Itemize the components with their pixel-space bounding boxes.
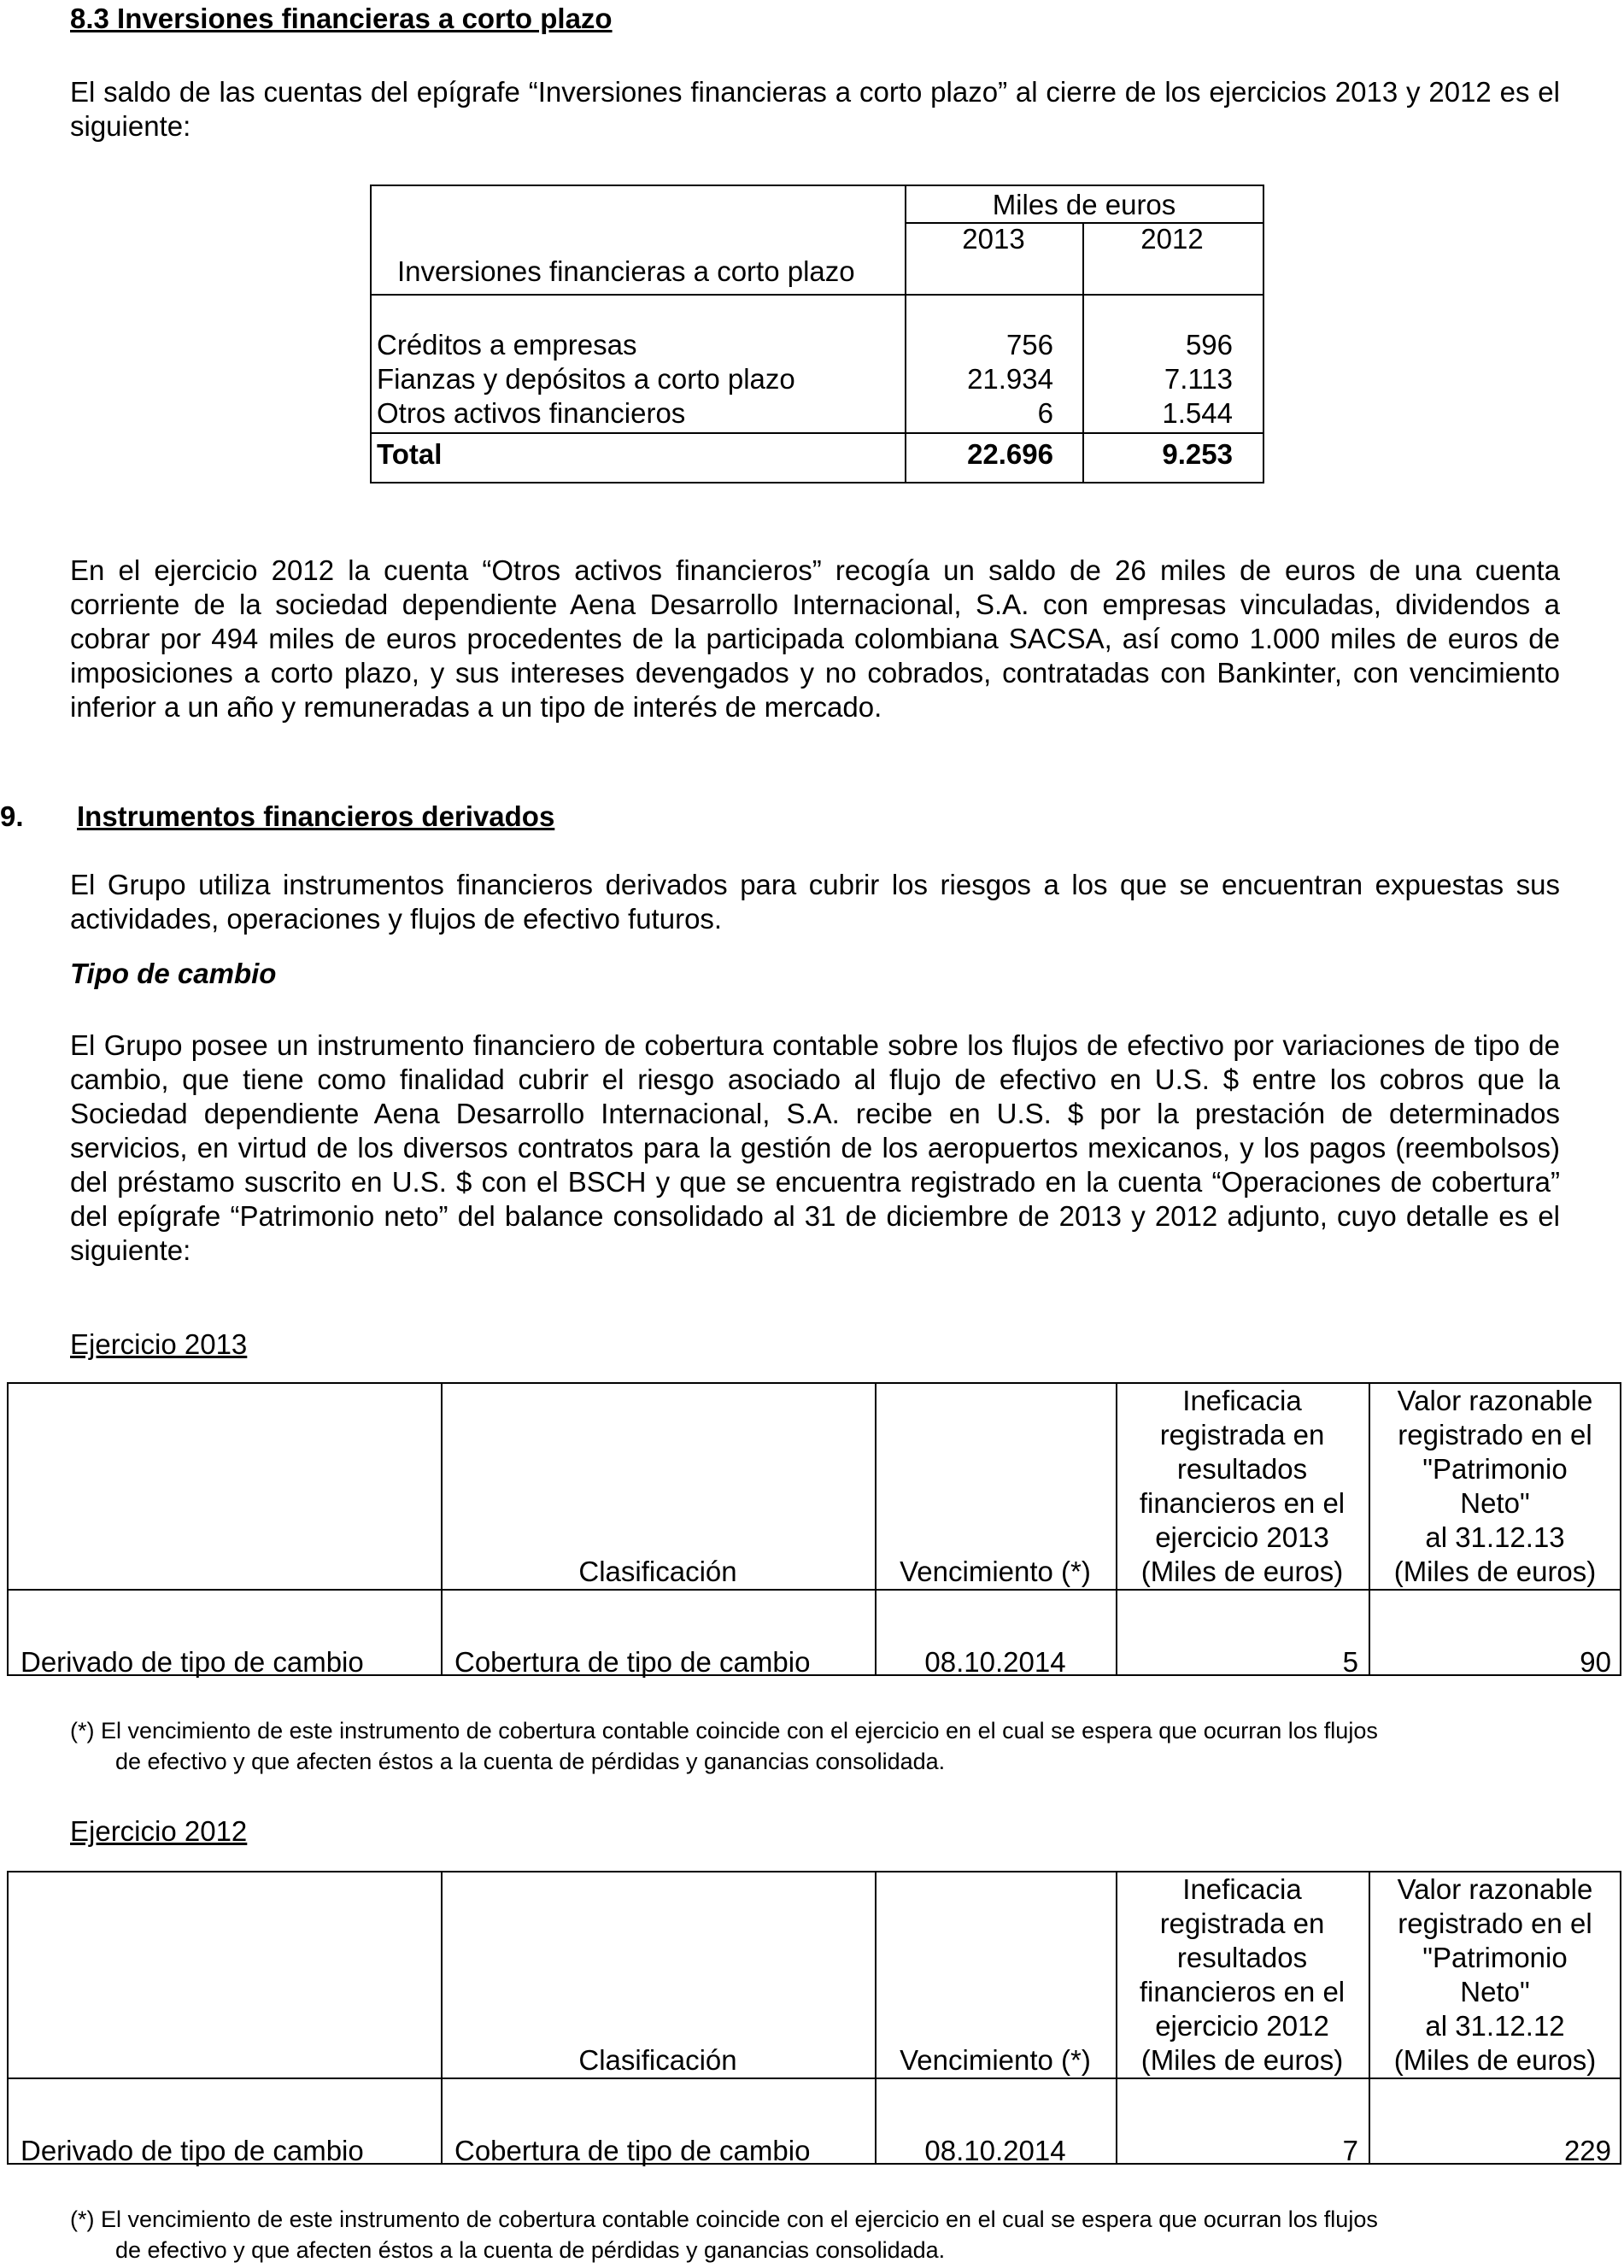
row-clasificacion: Cobertura de tipo de cambio <box>454 1646 811 1678</box>
table1-year-2013: 2013 <box>962 223 1025 255</box>
table1-row-header: Inversiones financieras a corto plazo <box>397 255 855 287</box>
table1-cell: 21.934 <box>967 363 1053 395</box>
table1-cell: 7.113 <box>1164 363 1233 395</box>
section-9-number: 9. <box>0 800 24 832</box>
row-label: Derivado de tipo de cambio <box>21 1646 364 1678</box>
table1-cell: 1.544 <box>1162 397 1233 429</box>
header-clasificacion: Clasificación <box>578 2044 737 2076</box>
table1-cell: 756 <box>1005 329 1053 360</box>
short-term-investments-table <box>370 185 1264 483</box>
header-clasificacion: Clasificación <box>578 1556 737 1587</box>
table1-total-2012: 9.253 <box>1162 438 1233 470</box>
row-valor: 90 <box>1580 1646 1611 1678</box>
ejercicio-2012-title: Ejercicio 2012 <box>70 1815 248 1847</box>
footnote-2012: (*) El vencimiento de este instrumento de cobertura contable coincide con el ejercicio en el cual se espera que ocurran los flujos de efectivo y que afecten éstos a la cuenta de pérdidas y ganancias consolidada. <box>70 2206 1378 2263</box>
row-clasificacion: Cobertura de tipo de cambio <box>454 2135 811 2166</box>
row-vencimiento: 08.10.2014 <box>924 2135 1066 2166</box>
tipo-de-cambio-paragraph: El Grupo posee un instrumento financiero de cobertura contable sobre los flujos de efectivo por variaciones de tipo de cambio, que tiene como finalidad cubrir el riesgo asociado al flujo de efectivo en U.S. $ entre los cobros que la Sociedad dependiente Aena Desarrollo Internacional, S.A. recibe en U.S. $ por la prestación de determinados servicios, en virtud de los diversos contratos para la gestión de los aeropuertos mexicanos, y los pagos (reembolsos) del préstamo suscrito en U.S. $ con el BSCH y que se encuentra registrado en la cuenta “Operaciones de cobertura” del epígrafe “Patrimonio neto” del balance consolidado al 31 de diciembre de 2013 y 2012 adjunto, cuyo detalle es el siguiente: <box>70 1029 1560 1266</box>
header-ineficacia: Ineficacia registrada en resultados financieros en el ejercicio 2012 (Miles de euros) <box>1139 1873 1346 2076</box>
table1-cell: 6 <box>1037 397 1053 429</box>
header-vencimiento: Vencimiento (*) <box>900 2044 1091 2076</box>
table1-group-header: Miles de euros <box>992 189 1176 220</box>
derivatives-table-2013 <box>7 1382 1621 1676</box>
row-ineficacia: 5 <box>1342 1646 1358 1678</box>
header-vencimiento: Vencimiento (*) <box>900 1556 1091 1587</box>
header-valor-razonable: Valor razonable registrado en el "Patrimonio Neto" al 31.12.12 (Miles de euros) <box>1393 1873 1597 2076</box>
table1-row-label: Otros activos financieros <box>377 397 686 429</box>
table1-year-2012: 2012 <box>1140 223 1204 255</box>
row-ineficacia: 7 <box>1342 2135 1358 2166</box>
row-vencimiento: 08.10.2014 <box>924 1646 1066 1678</box>
ejercicio-2013-title: Ejercicio 2013 <box>70 1328 248 1360</box>
section-8-3-heading: 8.3 Inversiones financieras a corto plazo <box>70 3 613 34</box>
table1-row-label: Créditos a empresas <box>377 329 637 360</box>
row-valor: 229 <box>1563 2135 1611 2166</box>
section-8-3-intro: El saldo de las cuentas del epígrafe “Inversiones financieras a corto plazo” al cierre de los ejercicios 2013 y 2012 es el siguiente: <box>70 76 1560 142</box>
derivatives-table-2012 <box>7 1871 1621 2165</box>
row-label: Derivado de tipo de cambio <box>21 2135 364 2166</box>
table1-total-label: Total <box>377 438 443 470</box>
header-ineficacia: Ineficacia registrada en resultados financieros en el ejercicio 2013 (Miles de euros) <box>1139 1385 1346 1587</box>
table1-row-label: Fianzas y depósitos a corto plazo <box>377 363 795 395</box>
footnote-2013: (*) El vencimiento de este instrumento de cobertura contable coincide con el ejercicio en el cual se espera que ocurran los flujos de efectivo y que afecten éstos a la cuenta de pérdidas y ganancias consolidada. <box>70 1718 1378 1774</box>
section-9-heading: Instrumentos financieros derivados <box>77 800 555 832</box>
table1-total-2013: 22.696 <box>967 438 1053 470</box>
tipo-de-cambio-heading: Tipo de cambio <box>70 958 277 989</box>
table1-cell: 596 <box>1185 329 1233 360</box>
header-valor-razonable: Valor razonable registrado en el "Patrimonio Neto" al 31.12.13 (Miles de euros) <box>1393 1385 1597 1587</box>
section-9-intro: El Grupo utiliza instrumentos financieros derivados para cubrir los riesgos a los que se encuentran expuestas sus actividades, operaciones y flujos de efectivo futuros. <box>70 869 1560 935</box>
paragraph-2012-other-assets: En el ejercicio 2012 la cuenta “Otros activos financieros” recogía un saldo de 26 miles de euros de una cuenta corriente de la sociedad dependiente Aena Desarrollo Internacional, S.A. con empresas vinculadas, dividendos a cobrar por 494 miles de euros procedentes de la participada colombiana SACSA, así como 1.000 miles de euros de imposiciones a corto plazo, y sus intereses devengados y no cobrados, contratadas con Bankinter, con vencimiento inferior a un año y remuneradas a un tipo de interés de mercado. <box>70 554 1560 723</box>
